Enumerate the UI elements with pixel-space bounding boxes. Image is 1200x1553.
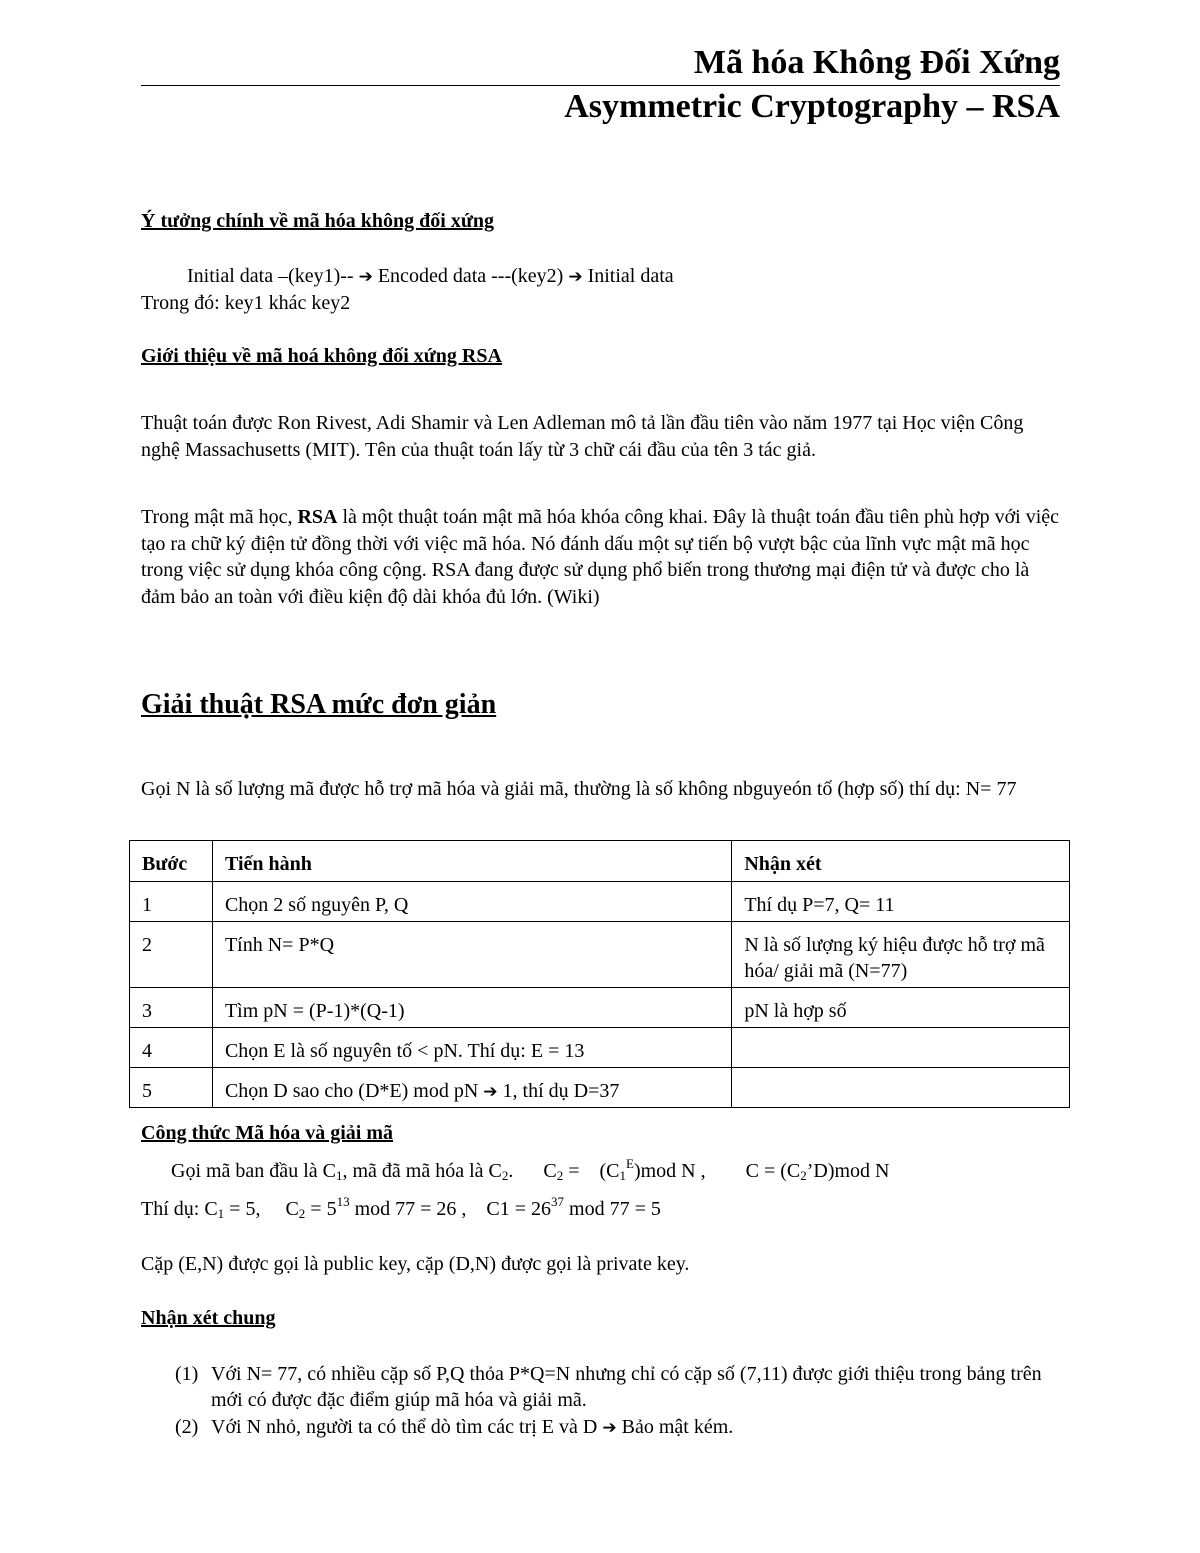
- section-heading-simple-rsa: Giải thuật RSA mức đơn giản: [141, 689, 497, 720]
- formula-subscript: 2: [298, 1206, 306, 1221]
- key-note: Trong đó: key1 khác key2: [141, 292, 351, 314]
- table-cell-step: 5: [130, 1068, 213, 1108]
- section-heading-rsa-intro: Giới thiệu về mã hoá không đối xứng RSA: [141, 345, 502, 367]
- formula-text: Thí dụ: C: [141, 1198, 218, 1220]
- rsa-description-rest: là một thuật toán mật mã hóa khóa công khai. Đây là thuật toán đầu tiên phù hợp với việc tạo ra chữ ký điện tử đồng thời với việc mã hóa. Nó đánh dấu một sự tiến bộ vượt bậc của lĩnh vực mật mã học trong việc sử dụng khóa công cộng. RSA đang được sử dụng phổ biến trong thương mại điện tử và được cho là đảm bảo an toàn với điều kiện độ dài khóa đủ lớn. (Wiki): [141, 506, 1060, 608]
- formula-superscript: 37: [551, 1194, 565, 1209]
- formula-text: mod 77 = 5: [564, 1198, 661, 1220]
- table-cell-comment: pN là hợp số: [732, 988, 1070, 1028]
- table-cell-step: 4: [130, 1028, 213, 1068]
- flow-step-3: Initial data: [587, 265, 674, 287]
- encryption-formula: [171, 1156, 890, 1183]
- action-text-start: Chọn D sao cho (D*E) mod pN: [224, 1080, 479, 1102]
- table-row: [130, 988, 1070, 1028]
- table-cell-action: Tìm pN = (P-1)*(Q-1): [212, 988, 731, 1028]
- action-text-end: 1, thí dụ D=37: [502, 1080, 620, 1102]
- list-item-text: [211, 1414, 1075, 1441]
- table-cell-step: 3: [130, 988, 213, 1028]
- header-rule: [141, 85, 1060, 86]
- table-cell-comment: [732, 1028, 1070, 1068]
- section-heading-main-idea: Ý tưởng chính về mã hóa không đối xứng: [141, 210, 494, 232]
- formula-superscript: E: [626, 1156, 634, 1171]
- flow-step-2: Encoded data ---(key2): [377, 265, 564, 287]
- table-header-action: Tiến hành: [212, 841, 731, 882]
- list-item: [175, 1414, 1075, 1441]
- formula-text: mod 77 = 26 , C1 = 26: [349, 1198, 552, 1220]
- table-cell-comment: N là số lượng ký hiệu được hỗ trợ mã hóa/ giải mã (N=77): [732, 922, 1070, 988]
- formula-subscript: 2: [800, 1168, 807, 1183]
- right-arrow-icon: ➔: [483, 1082, 498, 1102]
- list-item-text: Với N= 77, có nhiều cặp số P,Q thỏa P*Q=N nhưng chỉ có cặp số (7,11) được giới thiệu trong bảng trên mới có được đặc điểm giúp mã hóa và giải mã.: [211, 1363, 1042, 1411]
- formula-text: Gọi mã ban đầu là C: [171, 1160, 336, 1182]
- list-item-number: (1): [175, 1363, 199, 1385]
- table-row: [130, 1028, 1070, 1068]
- formula-text: = 5: [305, 1198, 337, 1220]
- formula-subscript: 2: [556, 1168, 564, 1183]
- right-arrow-icon: ➔: [358, 267, 373, 287]
- right-arrow-icon: ➔: [568, 267, 583, 287]
- table-header-row: [130, 841, 1070, 882]
- table-cell-step: 1: [130, 882, 213, 922]
- formula-subscript: 1: [217, 1206, 225, 1221]
- rsa-description-paragraph: [141, 504, 1066, 610]
- formula-subscript: 1: [335, 1168, 343, 1183]
- table-row: [130, 1068, 1070, 1108]
- list-item-text-start: Với N nhỏ, người ta có thể dò tìm các trị E và D: [211, 1416, 598, 1438]
- table-row: [130, 922, 1070, 988]
- formula-superscript: 13: [336, 1194, 350, 1209]
- table-cell-action: [212, 1068, 731, 1108]
- keys-note: Cặp (E,N) được gọi là public key, cặp (D,N) được gọi là private key.: [141, 1253, 690, 1275]
- list-item-number: (2): [175, 1416, 199, 1438]
- right-arrow-icon: ➔: [602, 1418, 617, 1438]
- rsa-description-start: Trong mật mã học,: [141, 506, 298, 528]
- encryption-flow: [187, 263, 674, 291]
- rsa-bold-term: RSA: [297, 506, 338, 528]
- table-row: [130, 882, 1070, 922]
- table-cell-action: Tính N= P*Q: [212, 922, 731, 988]
- formula-subscript: 2: [501, 1168, 509, 1183]
- formula-text: = 5, C: [224, 1198, 299, 1220]
- table-cell-step: 2: [130, 922, 213, 988]
- list-item-text-end: Bảo mật kém.: [621, 1416, 734, 1438]
- document-title-vietnamese: Mã hóa Không Đối Xứng: [693, 44, 1060, 81]
- list-item: [175, 1361, 1075, 1413]
- table-header-step: Bước: [130, 841, 213, 882]
- table-cell-action: Chọn E là số nguyên tố < pN. Thí dụ: E = 13: [212, 1028, 731, 1068]
- formula-text: = (C: [563, 1160, 620, 1182]
- formula-text: . C: [508, 1160, 557, 1182]
- table-header-comment: Nhận xét: [732, 841, 1070, 882]
- table-cell-comment: [732, 1068, 1070, 1108]
- rsa-intro-paragraph: Gọi N là số lượng mã được hỗ trợ mã hóa và giải mã, thường là số không nbguyeón tố (hợp số) thí dụ: N= 77: [141, 778, 1017, 800]
- flow-step-1: Initial data –(key1)--: [187, 265, 354, 287]
- formula-example: [141, 1194, 661, 1221]
- document-title-english: Asymmetric Cryptography – RSA: [564, 88, 1060, 125]
- formula-text: )mod N , C = (C: [633, 1160, 801, 1182]
- table-cell-comment: Thí dụ P=7, Q= 11: [732, 882, 1070, 922]
- section-heading-remarks: Nhận xét chung: [141, 1307, 276, 1329]
- section-heading-formulas: Công thức Mã hóa và giải mã: [141, 1122, 394, 1144]
- rsa-history-paragraph: Thuật toán được Ron Rivest, Adi Shamir và Len Adleman mô tả lần đầu tiên vào năm 1977 tại Học viện Công nghệ Massachusetts (MIT). Tên của thuật toán lấy từ 3 chữ cái đầu của tên 3 tác giả.: [141, 412, 1024, 461]
- formula-text: ’D)mod N: [806, 1160, 890, 1182]
- table-cell-action: Chọn 2 số nguyên P, Q: [212, 882, 731, 922]
- formula-text: , mã đã mã hóa là C: [342, 1160, 502, 1182]
- formula-subscript: 1: [619, 1168, 626, 1183]
- rsa-steps-table: [129, 840, 1070, 1108]
